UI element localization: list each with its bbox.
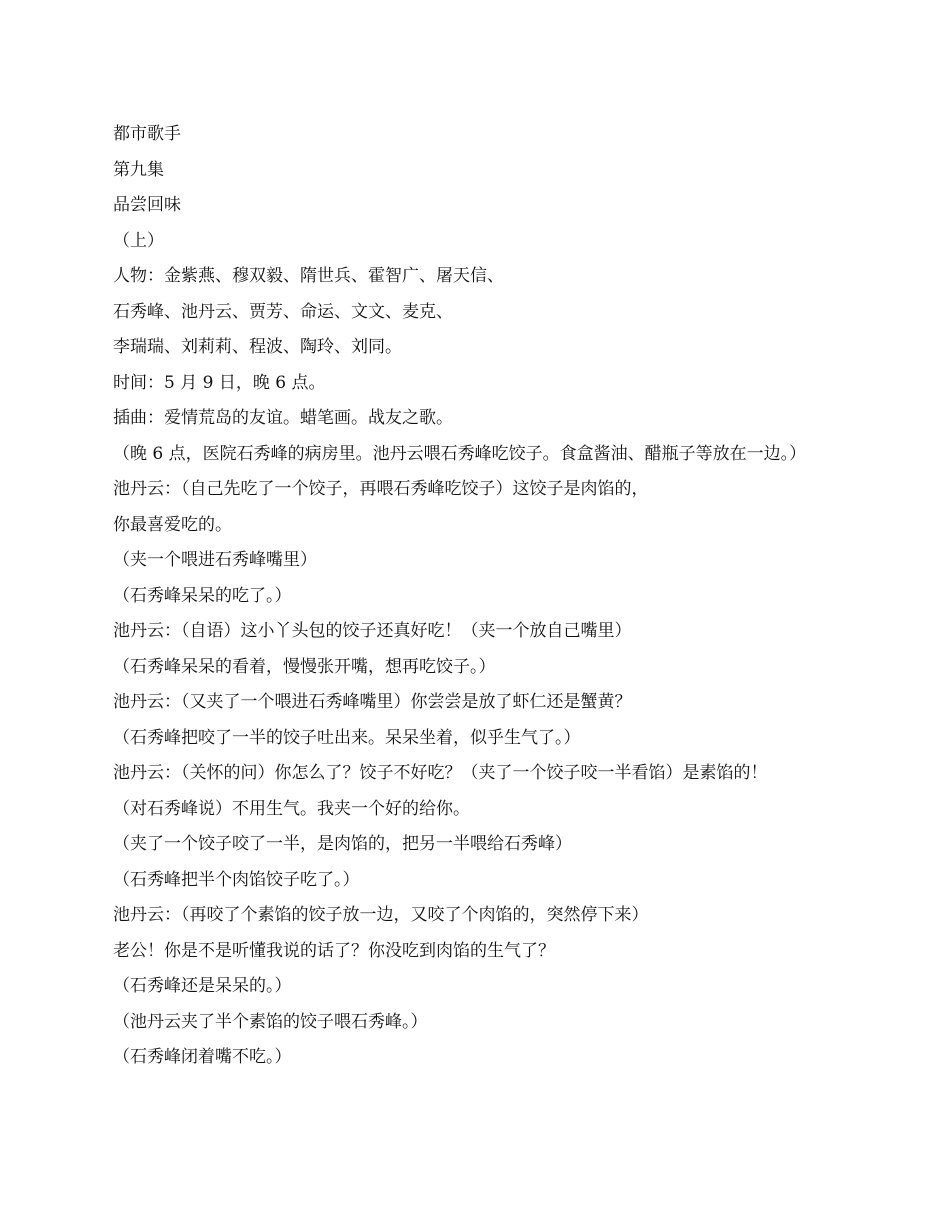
cast-line-1: 人物：金紫燕、穆双毅、隋世兵、霍智广、屠天信、 xyxy=(113,266,504,286)
episode-title: 品尝回味 xyxy=(113,195,181,215)
time-line: 时间：5 月 9 日，晚 6 点。 xyxy=(113,372,326,393)
dialogue-line: 池丹云：（自语）这小丫头包的饺子还真好吃！（夹一个放自己嘴里） xyxy=(113,621,632,641)
songs-line: 插曲：爱情荒岛的友谊。蜡笔画。战友之歌。 xyxy=(113,408,453,428)
stage-direction: （石秀峰还是呆呆的。） xyxy=(113,976,292,996)
dialogue-line: 池丹云：（再咬了个素馅的饺子放一边，又咬了个肉馅的，突然停下来） xyxy=(113,905,649,925)
dialogue-line: 池丹云：（自己先吃了一个饺子，再喂石秀峰吃饺子）这饺子是肉馅的， xyxy=(113,479,649,499)
stage-direction: （石秀峰把半个肉馅饺子吃了。） xyxy=(113,869,360,890)
dialogue-line: 池丹云：（又夹了一个喂进石秀峰嘴里）你尝尝是放了虾仁还是蟹黄？ xyxy=(113,692,632,712)
cast-line-2: 石秀峰、池丹云、贾芳、命运、文文、麦克、 xyxy=(113,301,453,322)
stage-direction: （池丹云夹了半个素馅的饺子喂石秀峰。） xyxy=(113,1011,428,1032)
scene-direction: （晚 6 点，医院石秀峰的病房里。池丹云喂石秀峰吃饺子。食盒酱油、醋瓶子等放在一边。） xyxy=(113,443,807,464)
part-label: （上） xyxy=(113,230,164,251)
stage-direction: （石秀峰闭着嘴不吃。） xyxy=(113,1047,292,1067)
stage-direction: （石秀峰呆呆的看着，慢慢张开嘴，想再吃饺子。） xyxy=(113,656,496,677)
dialogue-line: 池丹云：（关怀的问）你怎么了？饺子不好吃？（夹了一个饺子咬一半看馅）是素馅的！ xyxy=(113,763,768,783)
stage-direction: （石秀峰呆呆的吃了。） xyxy=(113,585,292,606)
dialogue-line: （对石秀峰说）不用生气。我夹一个好的给你。 xyxy=(113,798,470,819)
cast-line-3: 李瑞瑞、刘莉莉、程波、陶玲、刘同。 xyxy=(113,337,402,357)
stage-direction: （石秀峰把咬了一半的饺子吐出来。呆呆坐着，似乎生气了。） xyxy=(113,727,581,748)
series-title: 都市歌手 xyxy=(113,124,181,144)
episode-number: 第九集 xyxy=(113,159,164,180)
stage-direction: （夹一个喂进石秀峰嘴里） xyxy=(113,550,317,570)
stage-direction: （夹了一个饺子咬了一半，是肉馅的，把另一半喂给石秀峰） xyxy=(113,834,572,854)
script-body xyxy=(113,122,828,1081)
dialogue-line: 老公！你是不是听懂我说的话了？你没吃到肉馅的生气了？ xyxy=(113,940,555,961)
dialogue-line: 你最喜爱吃的。 xyxy=(113,514,232,535)
